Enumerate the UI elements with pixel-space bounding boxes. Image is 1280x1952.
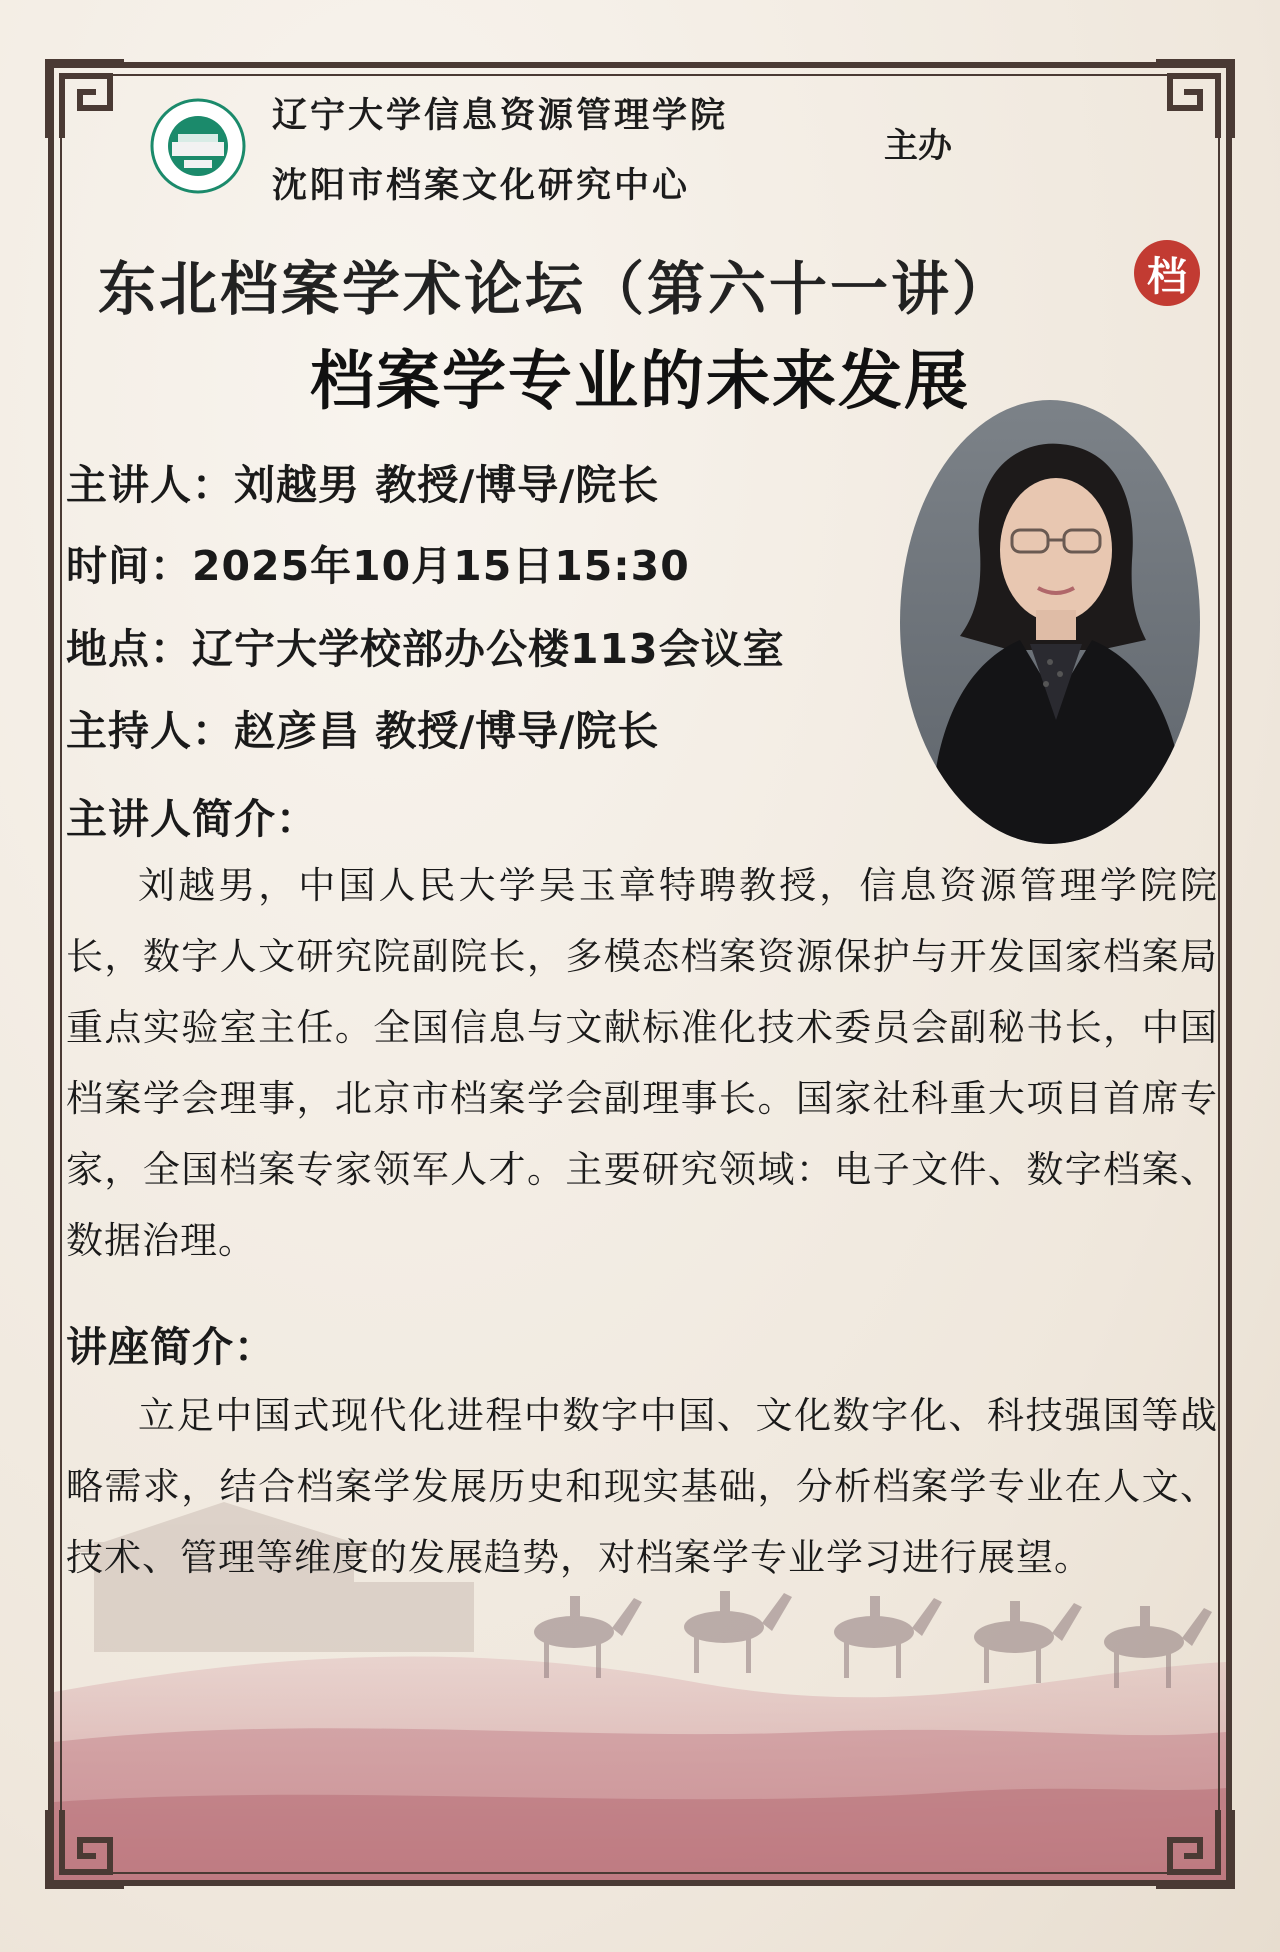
time-line: 时间：2025年10月15日15:30 bbox=[66, 542, 690, 590]
lecture-title: 档案学专业的未来发展 bbox=[310, 345, 970, 419]
university-logo bbox=[150, 98, 246, 194]
archive-seal-icon: 档 bbox=[1134, 240, 1200, 306]
location-line: 地点：辽宁大学校部办公楼113会议室 bbox=[66, 625, 785, 673]
speaker-bio-heading: 主讲人简介： bbox=[66, 795, 318, 843]
speaker-bio-text: 刘越男，中国人民大学吴玉章特聘教授，信息资源管理学院院长，数字人文研究院副院长，多模态档案资源保护与开发国家档案局重点实验室主任。全国信息与文献标准化技术委员会副秘书长，中国档案学会理事，北京市档案学会副理事长。国家社科重大项目首席专家，全国档案专家领军人才。主要研究领域：电子文件、数字档案、数据治理。 bbox=[66, 864, 1218, 1262]
fret-corner-ornament bbox=[1152, 58, 1236, 142]
organizer-name-2: 沈阳市档案文化研究中心 bbox=[272, 165, 691, 206]
speaker-portrait bbox=[900, 400, 1200, 844]
organizer-name-1: 辽宁大学信息资源管理学院 bbox=[272, 95, 729, 136]
fret-corner-ornament bbox=[1152, 1806, 1236, 1890]
moderator-line: 主持人：赵彦昌 教授/博导/院长 bbox=[66, 707, 660, 755]
speaker-line: 主讲人：刘越男 教授/博导/院长 bbox=[66, 461, 660, 509]
lecture-intro-text: 立足中国式现代化进程中数字中国、文化数字化、科技强国等战略需求，结合档案学发展历史和现实基础，分析档案学专业在人文、技术、管理等维度的发展趋势，对档案学专业学习进行展望。 bbox=[66, 1394, 1218, 1579]
host-label: 主办 bbox=[884, 126, 952, 166]
fret-corner-ornament bbox=[44, 58, 128, 142]
fret-corner-ornament bbox=[44, 1806, 128, 1890]
lecture-intro-heading: 讲座简介： bbox=[66, 1323, 276, 1371]
forum-title: 东北档案学术论坛（第六十一讲） bbox=[98, 255, 1014, 323]
